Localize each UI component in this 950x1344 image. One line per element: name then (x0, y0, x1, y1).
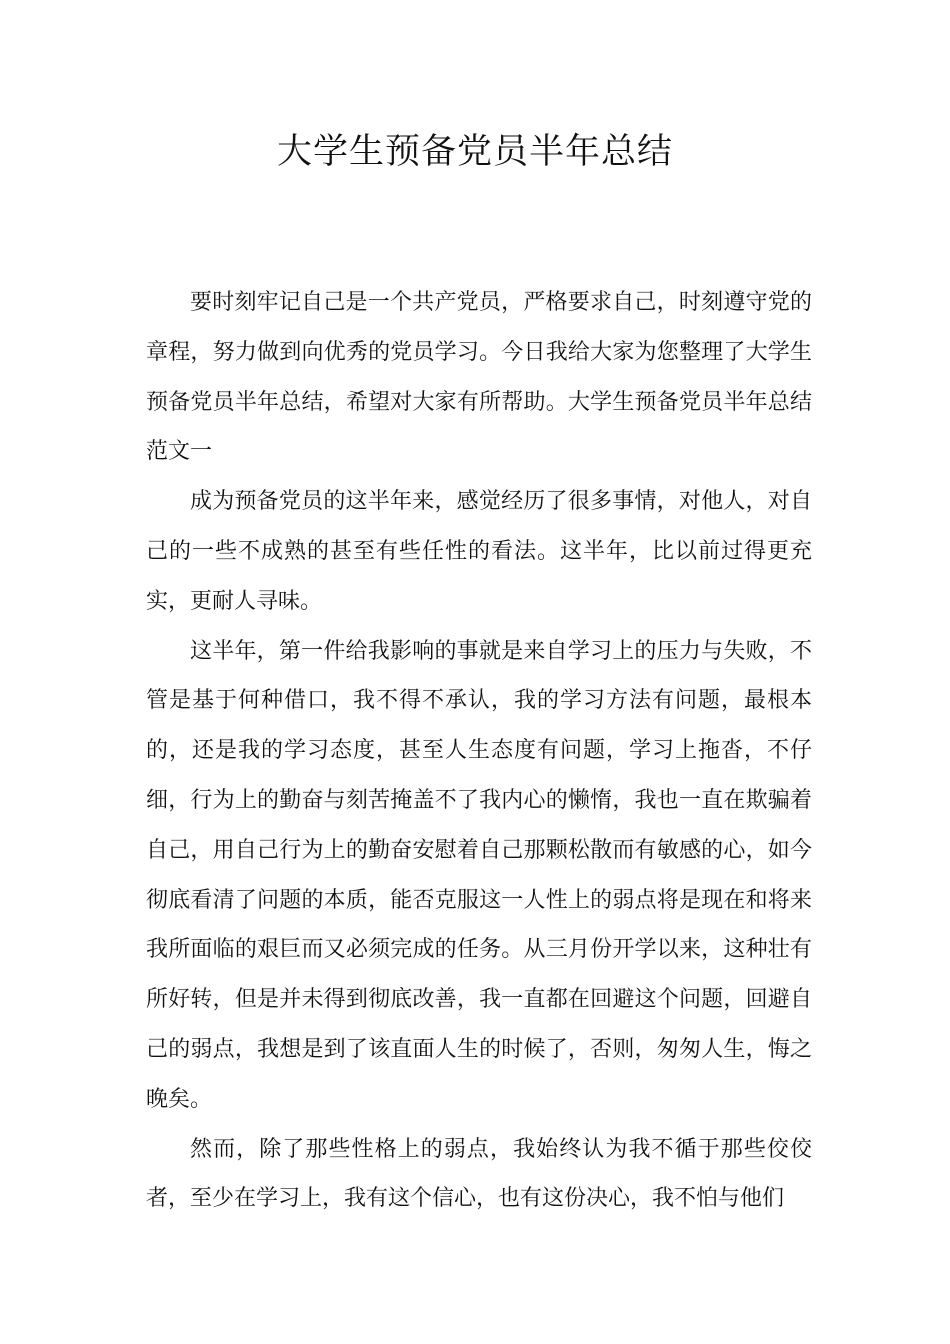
paragraph-half-year: 成为预备党员的这半年来，感觉经历了很多事情，对他人，对自己的一些不成熟的甚至有些任性的看法。这半年，比以前过得更充实，更耐人寻味。 (146, 489, 812, 614)
paragraph-study-pressure: 这半年，第一件给我影响的事就是来自学习上的压力与失败，不管是基于何种借口，我不得不承认，我的学习方法有问题，最根本的，还是我的学习态度，甚至人生态度有问题，学习上拖沓，不仔细，行为上的勤奋与刻苦掩盖不了我内心的懒惰，我也一直在欺骗着自己，用自己行为上的勤奋安慰着自己那颗松散而有敏感的心，如今彻底看清了问题的本质，能否克服这一人性上的弱点将是现在和将来我所面临的艰巨而又必须完成的任务。从三月份开学以来，这种壮有所好转，但是并未得到彻底改善，我一直都在回避这个问题，回避自己的弱点，我想是到了该直面人生的时候了，否则，匆匆人生，悔之晚矣。 (146, 638, 812, 1112)
document-body (146, 278, 812, 1224)
paragraph-intro: 要时刻牢记自己是一个共产党员，严格要求自己，时刻遵守党的章程，努力做到向优秀的党员学习。今日我给大家为您整理了大学生预备党员半年总结，希望对大家有所帮助。大学生预备党员半年总结范文一 (146, 290, 812, 465)
document-title: 大学生预备党员半年总结 (276, 132, 673, 172)
paragraph-confidence: 然而，除了那些性格上的弱点，我始终认为我不循于那些佼佼者，至少在学习上，我有这个信心，也有这份决心，我不怕与他们 (146, 1136, 812, 1212)
